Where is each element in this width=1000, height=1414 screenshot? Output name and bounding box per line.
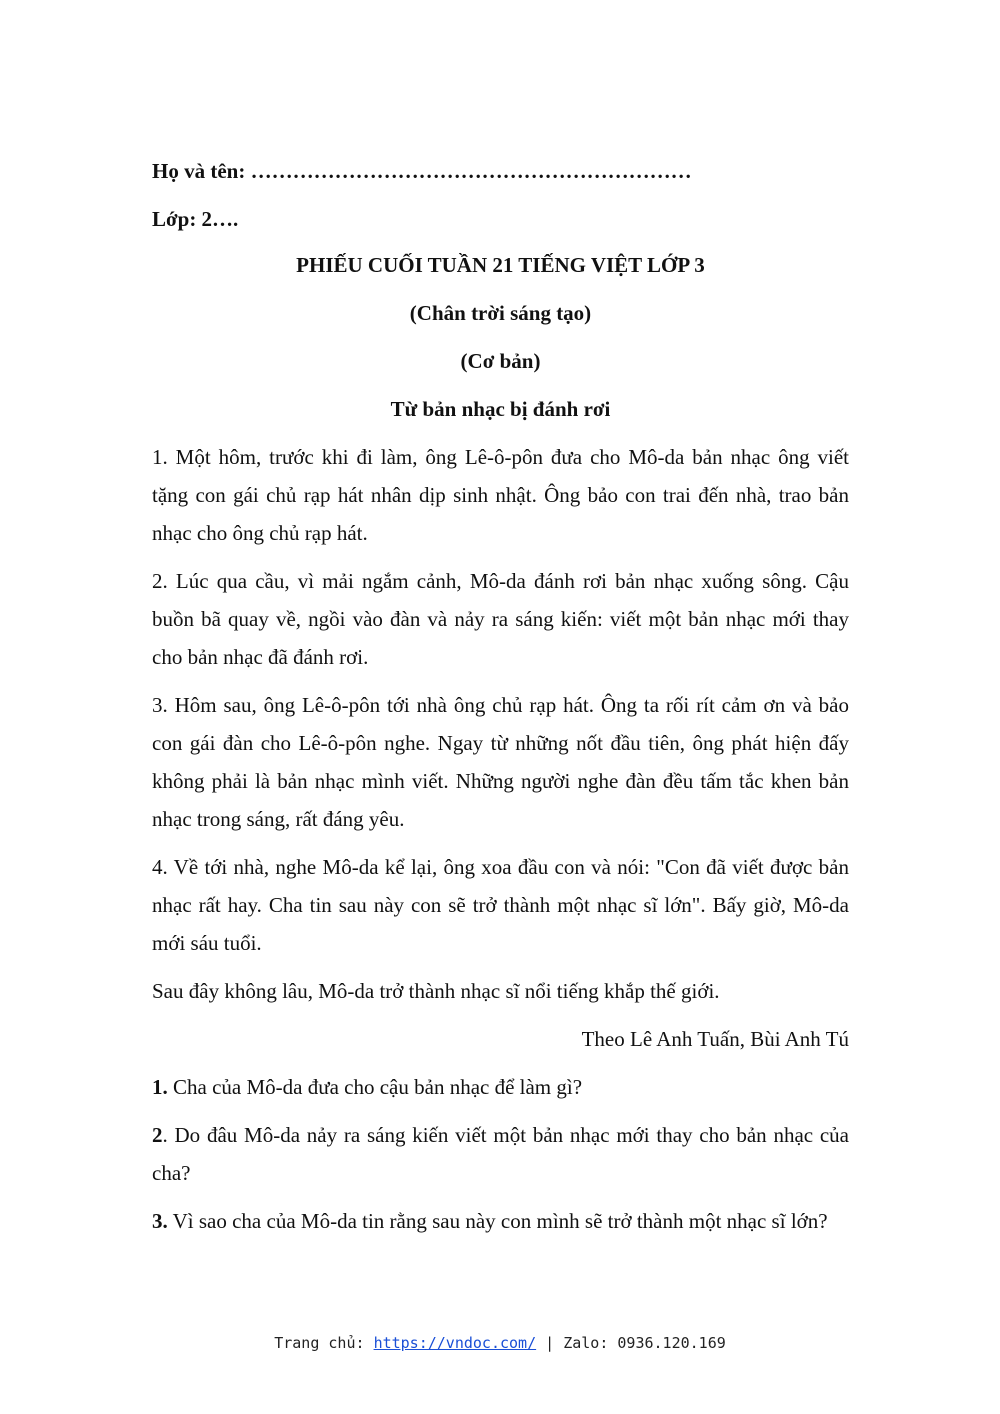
question-1 [152, 1068, 849, 1106]
question-2 [152, 1116, 849, 1192]
worksheet-level: (Cơ bản) [460, 349, 541, 373]
question-2-number: 2 [152, 1123, 163, 1147]
story-paragraph-4: 4. Về tới nhà, nghe Mô-da kể lại, ông xoa đầu con và nói: "Con đã viết được bản nhạc rất hay. Cha tin sau này con sẽ trở thành một nhạc sĩ lớn". Bấy giờ, Mô-da mới sáu tuổi. [152, 855, 849, 955]
question-2-text: . Do đâu Mô-da nảy ra sáng kiến viết một bản nhạc mới thay cho bản nhạc của cha? [152, 1123, 849, 1185]
question-1-number: 1. [152, 1075, 168, 1099]
story-paragraph-2: 2. Lúc qua cầu, vì mải ngắm cảnh, Mô-da đánh rơi bản nhạc xuống sông. Cậu buồn bã quay về, ngồi vào đàn và nảy ra sáng kiến: viết một bản nhạc mới thay cho bản nhạc đã đánh rơi. [152, 569, 849, 669]
footer-home-link[interactable]: https://vndoc.com/ [373, 1334, 537, 1352]
page-footer [0, 1333, 1000, 1353]
question-3-text: Vì sao cha của Mô-da tin rằng sau này con mình sẽ trở thành một nhạc sĩ lớn? [167, 1209, 828, 1233]
footer-zalo: Zalo: 0936.120.169 [563, 1334, 726, 1352]
student-class-field: Lớp: 2…. [152, 207, 239, 231]
question-3 [152, 1202, 849, 1240]
worksheet [152, 158, 849, 1250]
story-author: Theo Lê Anh Tuấn, Bùi Anh Tú [581, 1027, 849, 1051]
footer-separator: | [536, 1334, 564, 1352]
story-paragraph-1: 1. Một hôm, trước khi đi làm, ông Lê-ô-pôn đưa cho Mô-da bản nhạc ông viết tặng con gái chủ rạp hát nhân dịp sinh nhật. Ông bảo con trai đến nhà, trao bản nhạc cho ông chủ rạp hát. [152, 445, 849, 545]
student-name-field: Họ và tên: ……………………………………………………… [152, 159, 692, 183]
story-paragraph-3: 3. Hôm sau, ông Lê-ô-pôn tới nhà ông chủ rạp hát. Ông ta rối rít cảm ơn và bảo con gái đàn cho Lê-ô-pôn nghe. Ngay từ những nốt đầu tiên, ông phát hiện đấy không phải là bản nhạc mình viết. Những người nghe đàn đều tấm tắc khen bản nhạc trong sáng, rất đáng yêu. [152, 693, 849, 831]
worksheet-series: (Chân trời sáng tạo) [409, 301, 592, 325]
footer-home-label: Trang chủ: [274, 1334, 374, 1352]
question-1-text: Cha của Mô-da đưa cho cậu bản nhạc để làm gì? [167, 1075, 583, 1099]
worksheet-title: PHIẾU CUỐI TUẦN 21 TIẾNG VIỆT LỚP 3 [296, 253, 705, 277]
question-3-number: 3. [152, 1209, 168, 1233]
story-paragraph-5: Sau đây không lâu, Mô-da trở thành nhạc sĩ nổi tiếng khắp thế giới. [152, 979, 720, 1003]
story-title: Từ bản nhạc bị đánh rơi [390, 397, 611, 421]
